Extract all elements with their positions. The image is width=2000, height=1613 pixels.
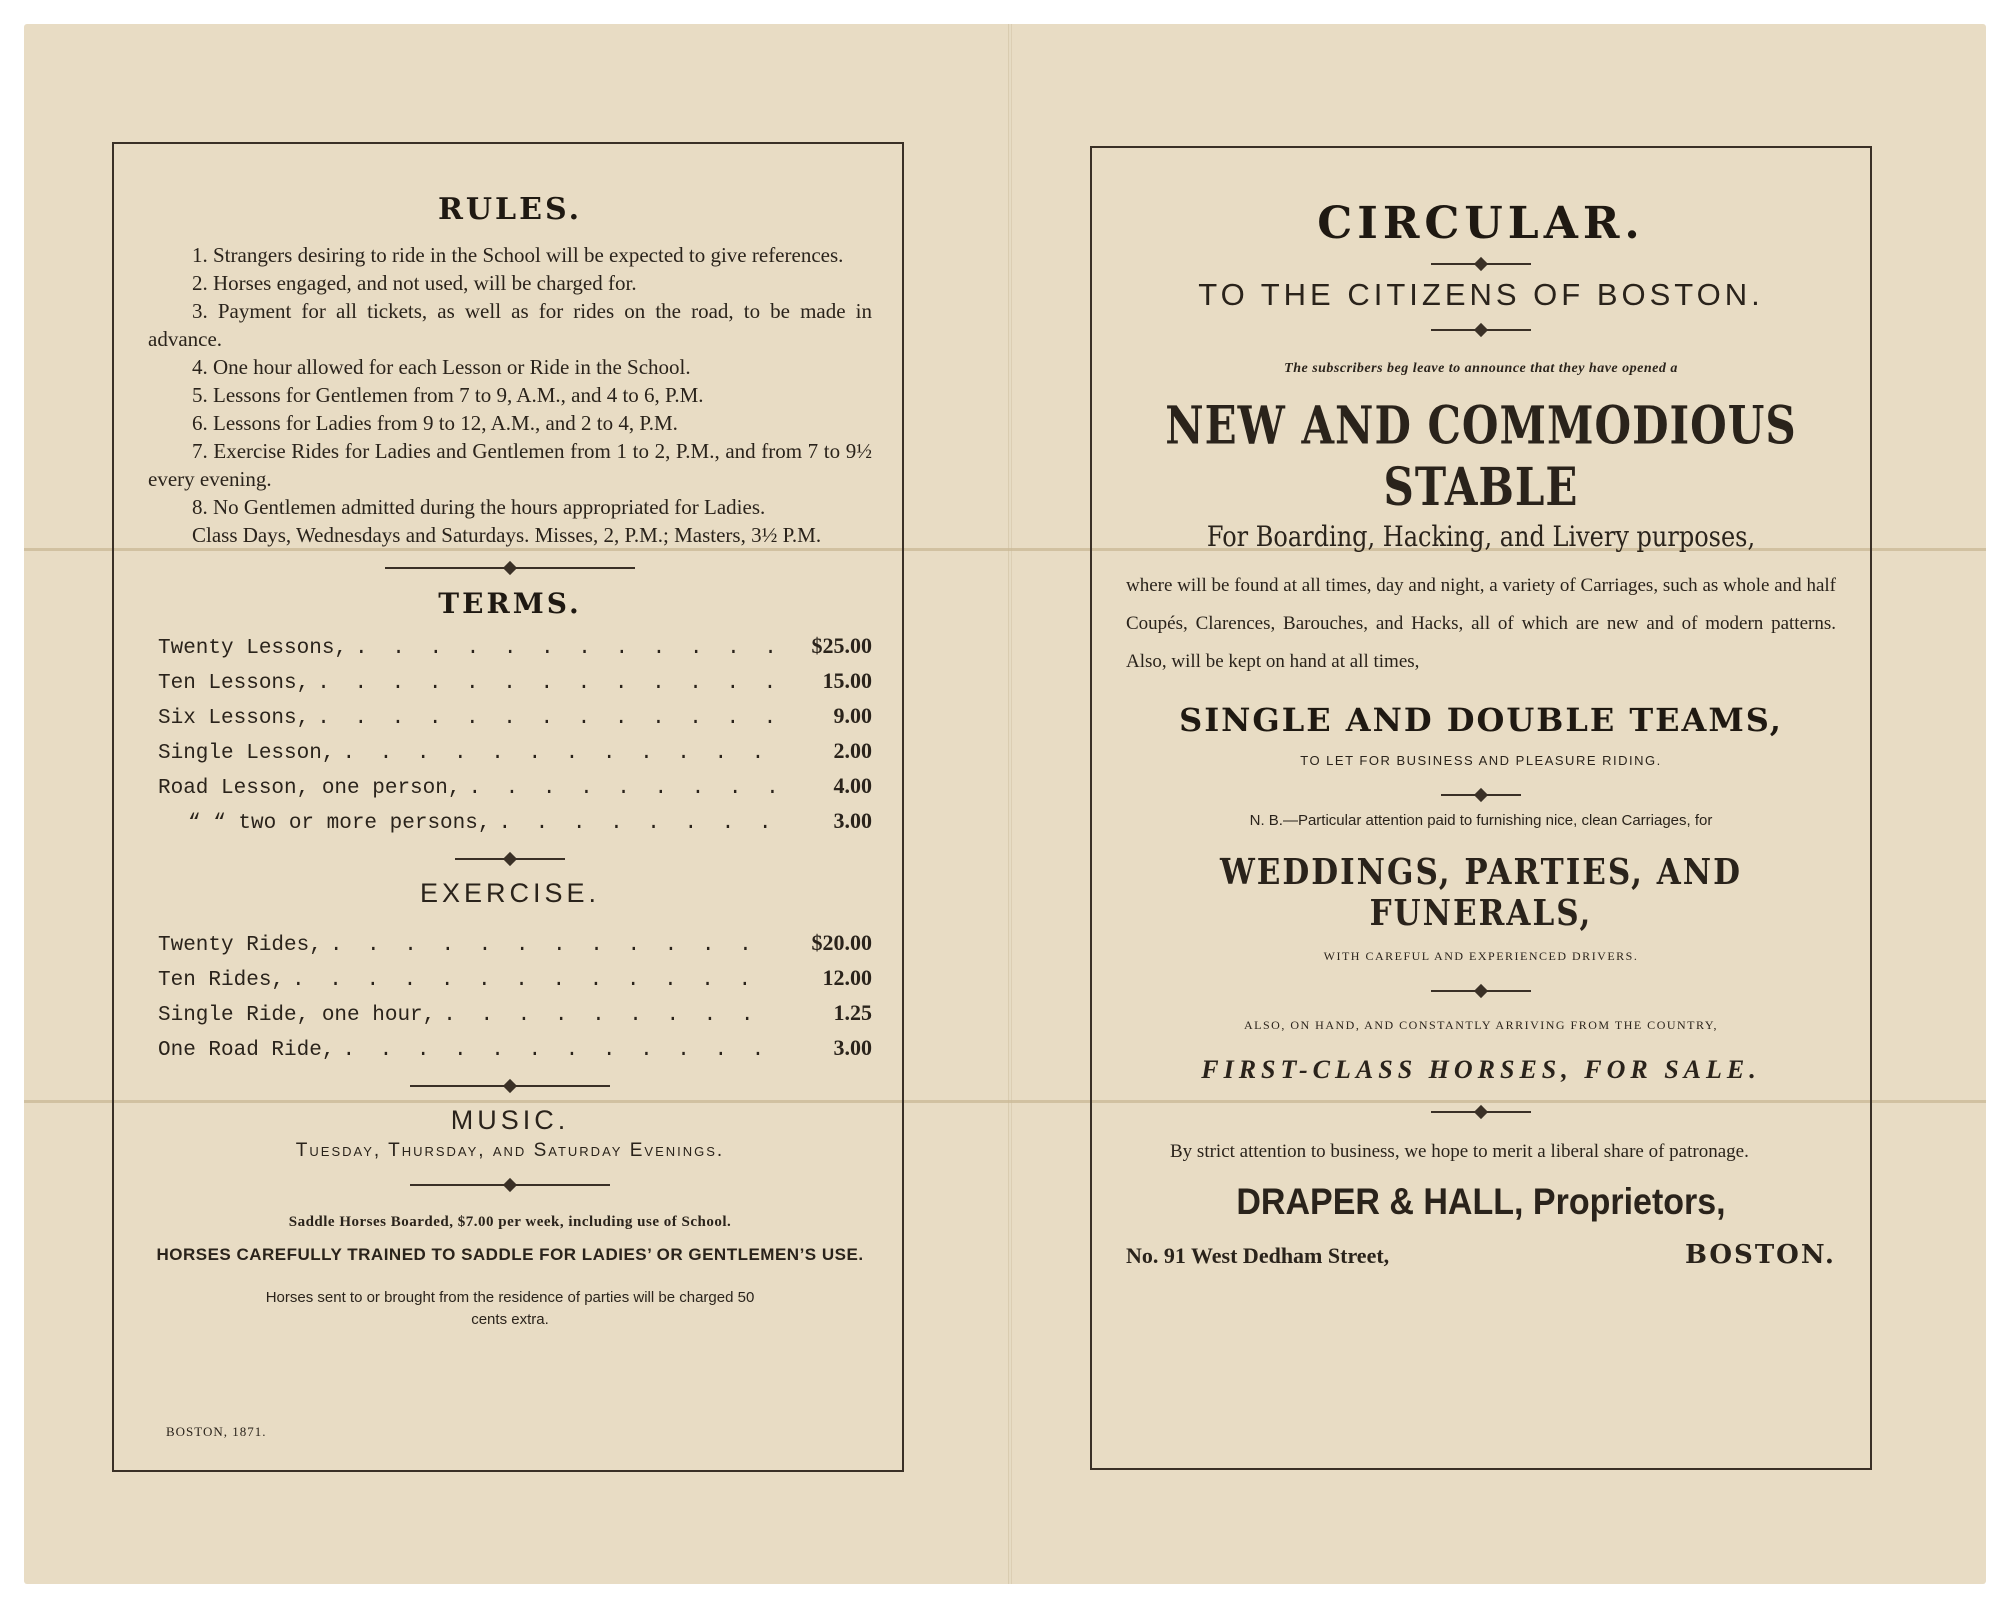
rule-1: 1. Strangers desiring to ride in the School will be expected to give references. (192, 243, 844, 267)
teams-subtitle: TO LET FOR BUSINESS AND PLEASURE RIDING. (1300, 753, 1662, 768)
music-title: MUSIC. (450, 1105, 570, 1135)
city-name: BOSTON. (1684, 1240, 1836, 1270)
boarded-note: Saddle Horses Boarded, $7.00 per week, including use of School. (288, 1214, 732, 1230)
terms-row: Single Lesson, . . . 2.00 (148, 735, 872, 770)
announcement: The subscribers beg leave to announce that they have opened a (1284, 361, 1678, 376)
terms-list (148, 630, 872, 840)
separator-ornament (455, 858, 565, 860)
arriving-note: ALSO, ON HAND, AND CONSTANTLY ARRIVING FROM THE COUNTRY, (1244, 1018, 1718, 1032)
weddings-title: WEDDINGS, PARTIES, AND FUNERALS, (1219, 851, 1743, 935)
terms-row: Six Lessons, . . . 9.00 (148, 700, 872, 735)
proprietors-name: DRAPER & HALL, Proprietors, (1236, 1181, 1726, 1223)
exercise-row: Twenty Rides, . . . $20.00 (148, 927, 872, 962)
rule-7: 7. Exercise Rides for Ladies and Gentlemen from 1 to 2, P.M., and from 7 to 9½ every evening. (148, 439, 872, 491)
separator-ornament (1431, 990, 1531, 992)
terms-row: Twenty Lessons, . . . $25.00 (148, 630, 872, 665)
separator-ornament (410, 1184, 610, 1186)
rule-3: 3. Payment for all tickets, as well as for rides on the road, to be made in advance. (148, 299, 872, 351)
carriages-text: where will be found at all times, day and night, a variety of Carriages, such as whole and half Coupés, Clarences, Barouches, and Hacks, all of which are new and of modern patterns. Also, will be kept on hand at all times, (1126, 575, 1836, 672)
separator-ornament (1431, 263, 1531, 265)
rule-6: 6. Lessons for Ladies from 9 to 12, A.M., and 2 to 4, P.M. (192, 411, 678, 435)
circular-panel (1090, 146, 1872, 1470)
center-fold (1008, 24, 1012, 1584)
separator-ornament (1431, 329, 1531, 331)
separator-ornament (410, 1085, 610, 1087)
separator-ornament (1431, 1111, 1531, 1113)
rules-title: RULES. (437, 192, 583, 227)
exercise-title: EXERCISE. (419, 878, 601, 908)
class-days: Class Days, Wednesdays and Saturdays. Misses, 2, P.M.; Masters, 3½ P.M. (192, 523, 822, 547)
exercise-row: One Road Ride, . . . 3.00 (148, 1032, 872, 1067)
horses-for-sale: FIRST-CLASS HORSES, FOR SALE. (1201, 1055, 1761, 1084)
exercise-row: Ten Rides, . . . 12.00 (148, 962, 872, 997)
teams-title: SINGLE AND DOUBLE TEAMS, (1179, 701, 1783, 739)
drivers-note: WITH CAREFUL AND EXPERIENCED DRIVERS. (1323, 949, 1639, 963)
address-row (1126, 1240, 1836, 1270)
separator-ornament (385, 567, 635, 569)
terms-row: “ “ two or more persons, . . . 3.00 (148, 805, 872, 840)
separator-ornament (1441, 794, 1521, 796)
circular-title: CIRCULAR. (1317, 198, 1645, 249)
exercise-row: Single Ride, one hour, . . . 1.25 (148, 997, 872, 1032)
imprint-date: BOSTON, 1871. (166, 1424, 267, 1439)
purposes-line: For Boarding, Hacking, and Livery purposes, (1206, 520, 1756, 554)
nb-note: N. B.—Particular attention paid to furnishing nice, clean Carriages, for (1249, 812, 1713, 829)
citizens-subtitle: TO THE CITIZENS OF BOSTON. (1198, 277, 1764, 312)
street-address: No. 91 West Dedham Street, (1126, 1243, 1390, 1268)
stable-title: NEW AND COMMODIOUS STABLE (1165, 394, 1797, 518)
closing-text: By strict attention to business, we hope to merit a liberal share of patronage. (1170, 1141, 1749, 1162)
exercise-list (148, 927, 872, 1067)
rule-2: 2. Horses engaged, and not used, will be charged for. (192, 271, 637, 295)
trained-note: HORSES CAREFULLY TRAINED TO SADDLE FOR LADIES’ OR GENTLEMEN’S USE. (156, 1245, 864, 1264)
rule-5: 5. Lessons for Gentlemen from 7 to 9, A.M., and 4 to 6, P.M. (192, 383, 704, 407)
rule-8: 8. No Gentlemen admitted during the hours appropriated for Ladies. (192, 495, 766, 519)
rule-4: 4. One hour allowed for each Lesson or Ride in the School. (192, 355, 691, 379)
terms-title: TERMS. (438, 587, 582, 620)
music-days: Tuesday, Thursday, and Saturday Evenings. (295, 1140, 725, 1161)
terms-row: Road Lesson, one person, . . . 4.00 (148, 770, 872, 805)
terms-row: Ten Lessons, . . . 15.00 (148, 665, 872, 700)
rules-terms-panel (112, 142, 904, 1472)
charge-note: Horses sent to or brought from the residence of parties will be charged 50 cents extra. (265, 1289, 755, 1328)
